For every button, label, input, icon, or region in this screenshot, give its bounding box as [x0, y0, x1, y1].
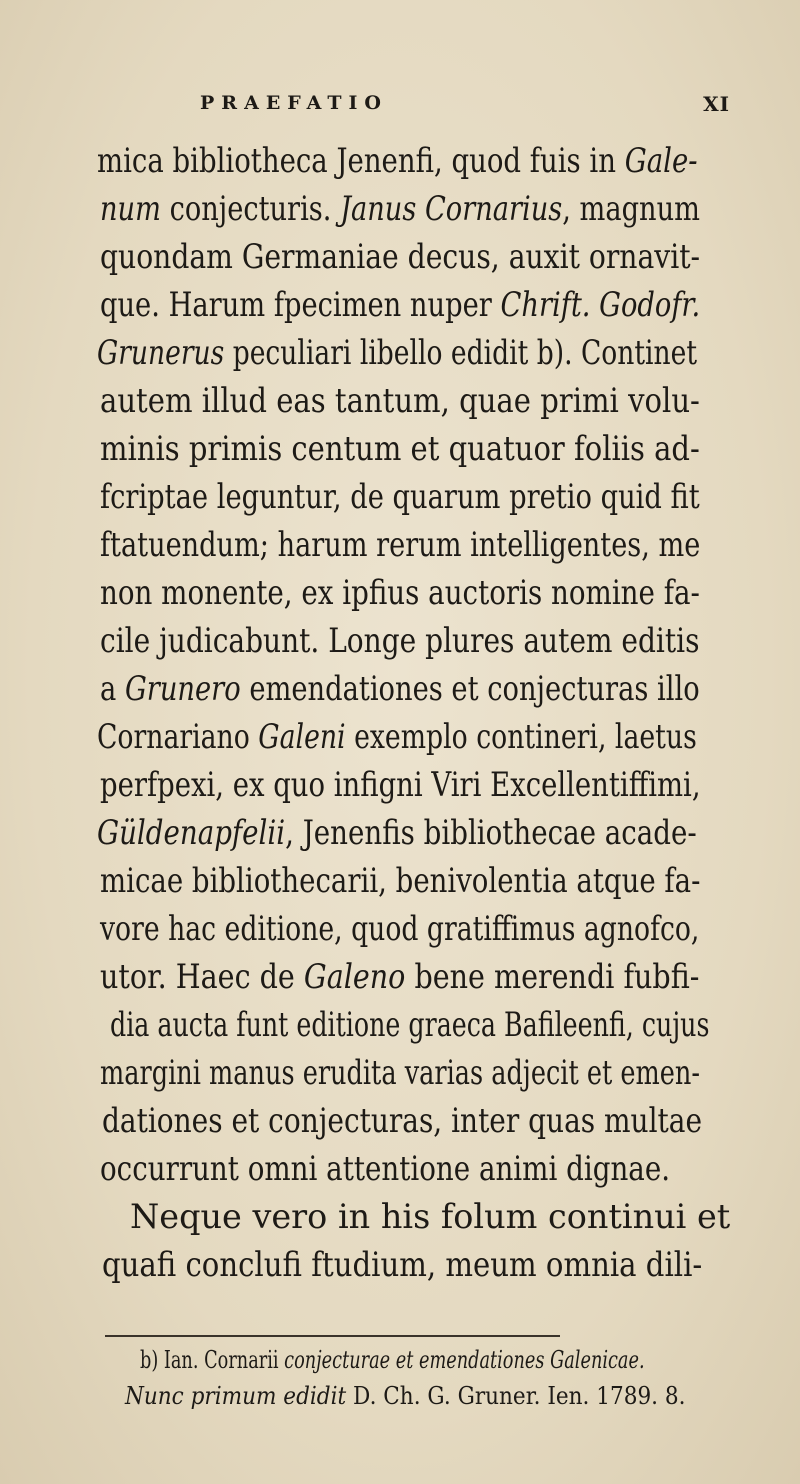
text-segment: ftatuendum; harum rerum intelligentes, me [100, 525, 701, 565]
text-segment: quondam Germaniae decus, auxit ornavit- [100, 237, 701, 277]
text-segment: occurrunt omni attentione animi dignae. [100, 1149, 671, 1189]
text-segment: que. Harum fpecimen nuper [100, 285, 501, 325]
text-segment: dia aucta funt editione graeca Bafileenfi, cujus [110, 1005, 710, 1045]
text-segment: perfpexi, ex quo infigni Viri Excellentiffimi, [100, 765, 701, 805]
text-line [100, 764, 701, 808]
text-segment: minis primis centum et quatuor foliis ad- [100, 429, 700, 469]
text-line [100, 956, 699, 1000]
text-segment: margini manus erudita varias adjecit et emen- [100, 1053, 701, 1093]
italic-text: Güldenapfelii [97, 813, 286, 853]
text-segment: Neque vero in his folum continui et [130, 1197, 731, 1237]
text-line [100, 380, 700, 424]
footnote-line [140, 1345, 645, 1375]
text-line [97, 812, 697, 856]
text-segment: D. Ch. G. Gruner. Ien. 1789. 8. [346, 1382, 686, 1410]
text-segment: dationes et conjecturas, inter quas multae [102, 1101, 703, 1141]
text-line [102, 1100, 702, 1144]
text-segment: vore hac editione, quod gratiffimus agnofco, [100, 909, 700, 949]
text-line [100, 428, 700, 472]
text-segment: bene merendi fubfi- [405, 957, 700, 997]
text-line [100, 1148, 670, 1192]
italic-text: Grunerus [97, 333, 225, 373]
text-line [100, 476, 700, 520]
text-line [102, 1244, 702, 1288]
text-segment: Cornariano [97, 717, 259, 757]
text-segment: utor. Haec de [100, 957, 304, 997]
text-segment: autem illud eas tantum, quae primi volu- [100, 381, 700, 421]
italic-text: Galeni [258, 717, 346, 757]
italic-text: Gale- [624, 141, 698, 181]
text-segment: peculiari libello edidit b). Continet [224, 333, 698, 373]
footnote-separator [105, 1335, 560, 1337]
page-number: XI [703, 92, 730, 116]
text-line [100, 908, 699, 952]
text-line [100, 860, 700, 904]
text-segment: micae bibliothecarii, benivolentia atque fa- [100, 861, 701, 901]
text-segment: exemplo contineri, laetus [345, 717, 697, 757]
text-segment: fcriptae leguntur, de quarum pretio quid fit [100, 477, 700, 517]
text-segment: b) Ian. Cornarii [140, 1346, 285, 1374]
text-segment: quafi conclufi ftudium, meum omnia dili- [102, 1245, 703, 1285]
text-segment: cile judicabunt. Longe plures autem editis [100, 621, 700, 661]
text-line [100, 284, 700, 328]
text-line [100, 572, 700, 616]
text-line [130, 1196, 730, 1240]
running-title: PRAEFATIO [200, 92, 388, 114]
italic-text: Nunc primum edidit [125, 1382, 347, 1410]
text-segment: non monente, ex ipfius auctoris nomine fa- [100, 573, 700, 613]
italic-text: conjecturae et emendationes Galenicae. [284, 1346, 645, 1374]
text-line [100, 188, 700, 232]
italic-text: Chrift. Godofr. [500, 285, 701, 325]
text-segment: , Jenenfis bibliothecae acade- [285, 813, 697, 853]
text-segment: mica bibliotheca Jenenfi, quod fuis in [97, 141, 625, 181]
italic-text: Janus Cornarius [340, 189, 563, 229]
text-line [100, 1052, 700, 1096]
italic-text: Galeno [303, 957, 406, 997]
text-line [100, 236, 700, 280]
text-line [100, 668, 700, 712]
text-line [100, 620, 699, 664]
text-segment: emendationes et conjecturas illo [240, 669, 700, 709]
running-head [80, 92, 730, 122]
italic-text: num [100, 189, 161, 229]
text-segment: , magnum [562, 189, 700, 229]
text-segment: a [100, 669, 125, 709]
text-line [100, 524, 700, 568]
text-line [97, 716, 697, 760]
italic-text: Grunero [124, 669, 241, 709]
text-line [97, 140, 698, 184]
text-segment: conjecturis. [160, 189, 341, 229]
footnote-line [125, 1381, 685, 1411]
text-line [97, 332, 697, 376]
text-line [110, 1004, 709, 1048]
